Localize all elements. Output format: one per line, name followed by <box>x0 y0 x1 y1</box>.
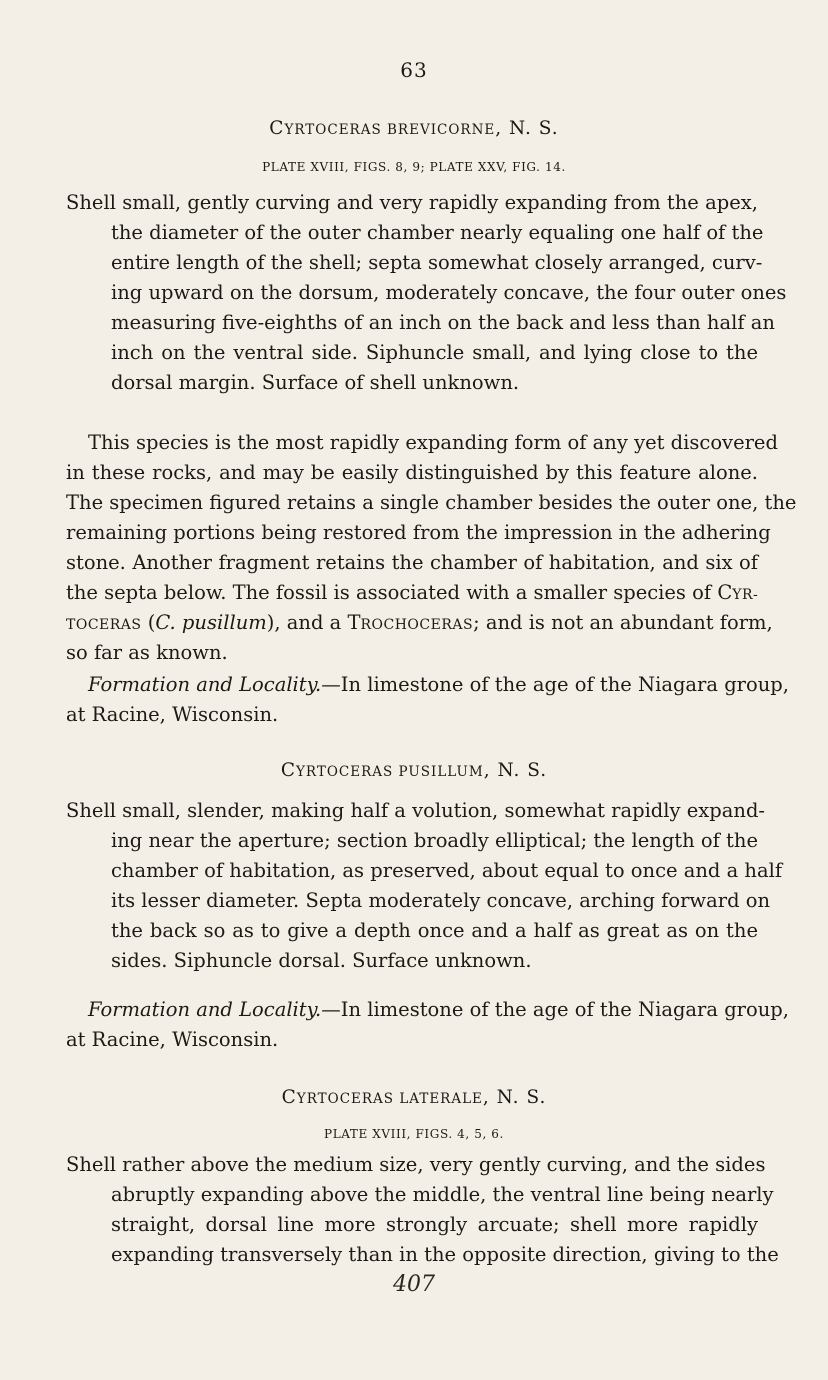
text-line: measuring five-eighths of an inch on the back and less than half an <box>111 311 775 334</box>
species-reference: C. pusillum <box>155 611 267 634</box>
text-line: the back so as to give a depth once and a half as great as on the <box>111 919 758 942</box>
description-pusillum <box>66 796 783 976</box>
species-heading-brevicorne: CYRTOCERAS BREVICORNE, N. S. <box>269 118 559 139</box>
text-line: so far as known. <box>66 641 228 664</box>
text-line: stone. Another fragment retains the chamber of habitation, and six of <box>66 551 758 574</box>
remarks-brevicorne <box>66 428 797 668</box>
text-line: Formation and Locality.—In limestone of the age of the Niagara group, <box>88 673 789 696</box>
text-line: dorsal margin. Surface of shell unknown. <box>111 371 520 394</box>
text-line: straight, dorsal line more strongly arcuate; shell more rapidly <box>111 1213 758 1236</box>
text-line: at Racine, Wisconsin. <box>66 703 279 726</box>
text-line: the septa below. The fossil is associated with a smaller species of CYR- <box>66 581 759 604</box>
formation-brevicorne <box>66 670 789 730</box>
text-line: remaining portions being restored from the impression in the adhering <box>66 521 771 544</box>
text-line: sides. Siphuncle dorsal. Surface unknown. <box>111 949 532 972</box>
page-number: 63 <box>400 58 428 82</box>
formation-label: Formation and Locality. <box>88 673 322 696</box>
plate-reference-brevicorne: PLATE XVIII, FIGS. 8, 9; PLATE XXV, FIG. 14. <box>262 160 566 174</box>
plate-reference-laterale: PLATE XVIII, FIGS. 4, 5, 6. <box>324 1127 504 1141</box>
formation-label: Formation and Locality. <box>88 998 322 1021</box>
text-line: in these rocks, and may be easily distinguished by this feature alone. <box>66 461 758 484</box>
text-line: Formation and Locality.—In limestone of the age of the Niagara group, <box>88 998 789 1021</box>
text-line: inch on the ventral side. Siphuncle small, and lying close to the <box>111 341 758 364</box>
text-line: Shell small, gently curving and very rapidly expanding from the apex, <box>66 191 758 214</box>
text-line: The specimen figured retains a single chamber besides the outer one, the <box>66 491 797 514</box>
text-line: chamber of habitation, as preserved, about equal to once and a half <box>111 859 783 882</box>
text-line: Shell small, slender, making half a volution, somewhat rapidly expand- <box>66 799 766 822</box>
text-line: TOCERAS (C. pusillum), and a TROCHOCERAS; and is not an abundant form, <box>66 611 773 634</box>
text-line: abruptly expanding above the middle, the ventral line being nearly <box>111 1183 774 1206</box>
text-line: Shell rather above the medium size, very gently curving, and the sides <box>66 1153 766 1176</box>
text-line: expanding transversely than in the opposite direction, giving to the <box>111 1243 779 1266</box>
text-line: This species is the most rapidly expanding form of any yet discovered <box>88 431 778 454</box>
text-line: at Racine, Wisconsin. <box>66 1028 279 1051</box>
text-line: the diameter of the outer chamber nearly equaling one half of the <box>111 221 764 244</box>
text-line: ing near the aperture; section broadly elliptical; the length of the <box>111 829 758 852</box>
species-heading-pusillum: CYRTOCERAS PUSILLUM, N. S. <box>280 760 548 781</box>
signature-mark: 407 <box>393 1272 435 1297</box>
text-line: ing upward on the dorsum, moderately concave, the four outer ones <box>111 281 787 304</box>
description-brevicorne <box>66 188 787 398</box>
text-line: its lesser diameter. Septa moderately concave, arching forward on <box>111 889 771 912</box>
description-laterale <box>66 1150 779 1270</box>
formation-pusillum <box>66 995 789 1055</box>
species-heading-laterale: CYRTOCERAS LATERALE, N. S. <box>281 1087 547 1108</box>
text-line: entire length of the shell; septa somewhat closely arranged, curv- <box>111 251 763 274</box>
